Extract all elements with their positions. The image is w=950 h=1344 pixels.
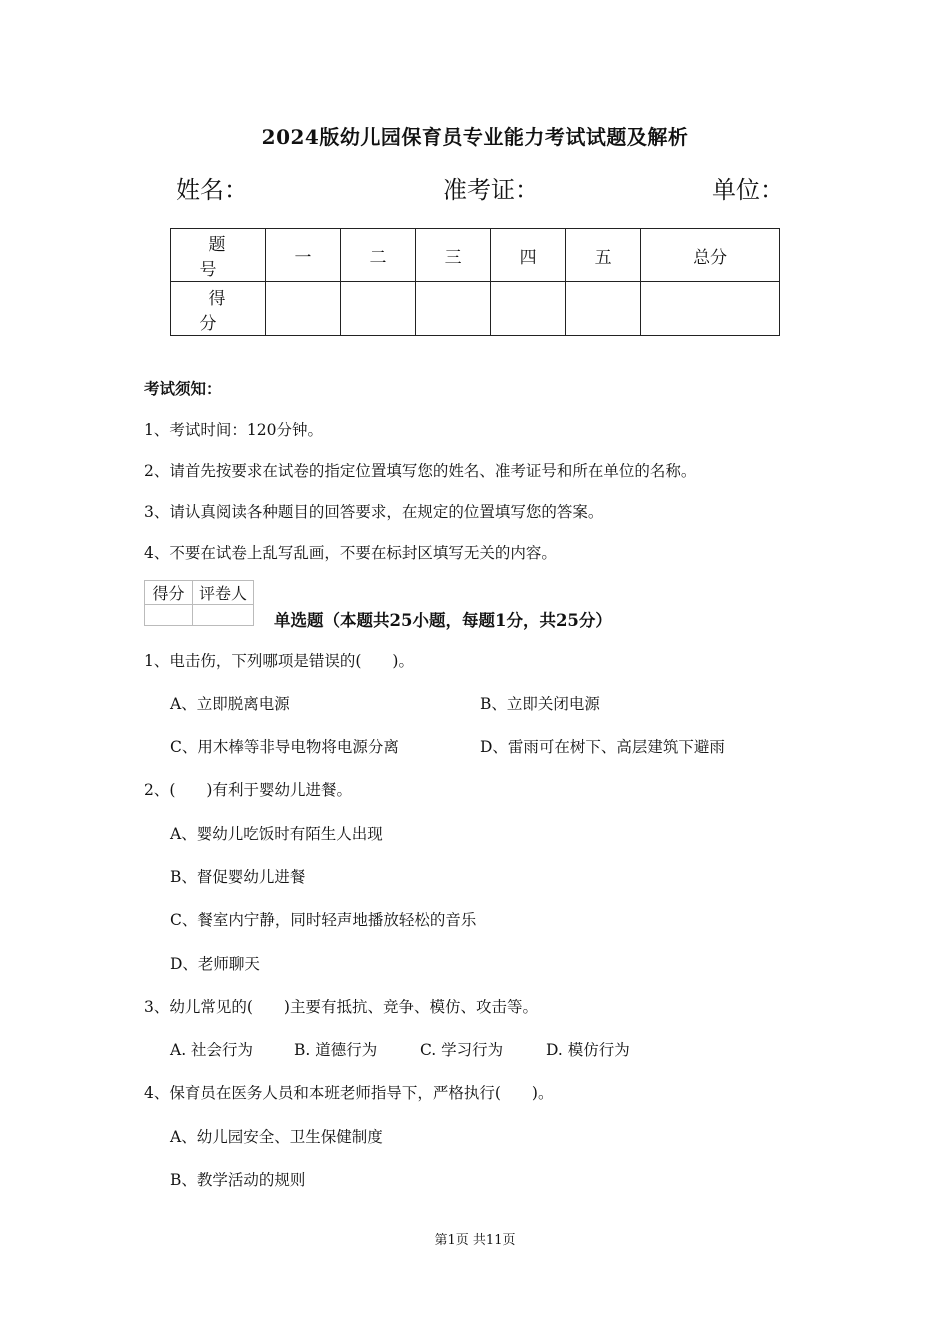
score-table-header-label: 题 号 xyxy=(171,229,266,282)
score-table-header-cell: 一 xyxy=(266,229,341,282)
score-table-header-cell: 总分 xyxy=(641,229,780,282)
name-label: 姓名： xyxy=(176,176,248,204)
exam-id-label: 准考证： xyxy=(443,176,539,204)
notice-item: 1、考试时间：120分钟。 xyxy=(144,421,323,439)
question-stem: 4、保育员在医务人员和本班老师指导下，严格执行( )。 xyxy=(144,1084,554,1102)
question-option: B、立即关闭电源 xyxy=(480,695,600,713)
reviewer-name-cell[interactable] xyxy=(193,605,254,626)
reviewer-name-label: 评卷人 xyxy=(193,581,254,605)
question-option: A、立即脱离电源 xyxy=(170,695,290,713)
score-cell[interactable] xyxy=(566,282,641,336)
document-title: 2024版幼儿园保育员专业能力考试试题及解析 xyxy=(261,125,689,149)
question-stem: 1、电击伤，下列哪项是错误的( )。 xyxy=(144,652,414,670)
notice-item: 4、不要在试卷上乱写乱画，不要在标封区填写无关的内容。 xyxy=(144,544,557,562)
question-option: A. 社会行为 xyxy=(170,1041,254,1059)
question-stem: 2、( )有利于婴幼儿进餐。 xyxy=(144,781,352,799)
question-option: D、老师聊天 xyxy=(170,955,260,973)
notice-item: 2、请首先按要求在试卷的指定位置填写您的姓名、准考证号和所在单位的名称。 xyxy=(144,462,697,480)
score-cell[interactable] xyxy=(341,282,416,336)
question-option: B、教学活动的规则 xyxy=(170,1171,306,1189)
question-option: D. 模仿行为 xyxy=(546,1041,630,1059)
reviewer-score-cell[interactable] xyxy=(145,605,193,626)
notice-heading: 考试须知： xyxy=(144,379,222,398)
reviewer-score-label: 得分 xyxy=(145,581,193,605)
score-table xyxy=(170,228,780,336)
question-option: A、婴幼儿吃饭时有陌生人出现 xyxy=(170,825,383,843)
score-cell[interactable] xyxy=(491,282,566,336)
score-table-header-cell: 四 xyxy=(491,229,566,282)
question-option: C、餐室内宁静，同时轻声地播放轻松的音乐 xyxy=(170,911,477,929)
question-option: C、用木棒等非导电物将电源分离 xyxy=(170,738,399,756)
score-table-header-cell: 三 xyxy=(416,229,491,282)
section-title: 单选题（本题共25小题，每题1分，共25分） xyxy=(274,611,612,630)
page-footer: 第1页 共11页 xyxy=(434,1233,516,1248)
reviewer-box xyxy=(144,580,254,626)
question-option: A、幼儿园安全、卫生保健制度 xyxy=(170,1128,383,1146)
question-option: B. 道德行为 xyxy=(294,1041,378,1059)
question-option: D、雷雨可在树下、高层建筑下避雨 xyxy=(480,738,725,756)
score-cell[interactable] xyxy=(641,282,780,336)
score-table-header-cell: 二 xyxy=(341,229,416,282)
notice-item: 3、请认真阅读各种题目的回答要求，在规定的位置填写您的答案。 xyxy=(144,503,604,521)
question-stem: 3、幼儿常见的( )主要有抵抗、竞争、模仿、攻击等。 xyxy=(144,998,538,1016)
score-table-header-cell: 五 xyxy=(566,229,641,282)
score-cell[interactable] xyxy=(416,282,491,336)
score-table-row-label: 得 分 xyxy=(171,282,266,336)
question-option: C. 学习行为 xyxy=(420,1041,504,1059)
question-option: B、督促婴幼儿进餐 xyxy=(170,868,306,886)
unit-label: 单位： xyxy=(712,176,784,204)
